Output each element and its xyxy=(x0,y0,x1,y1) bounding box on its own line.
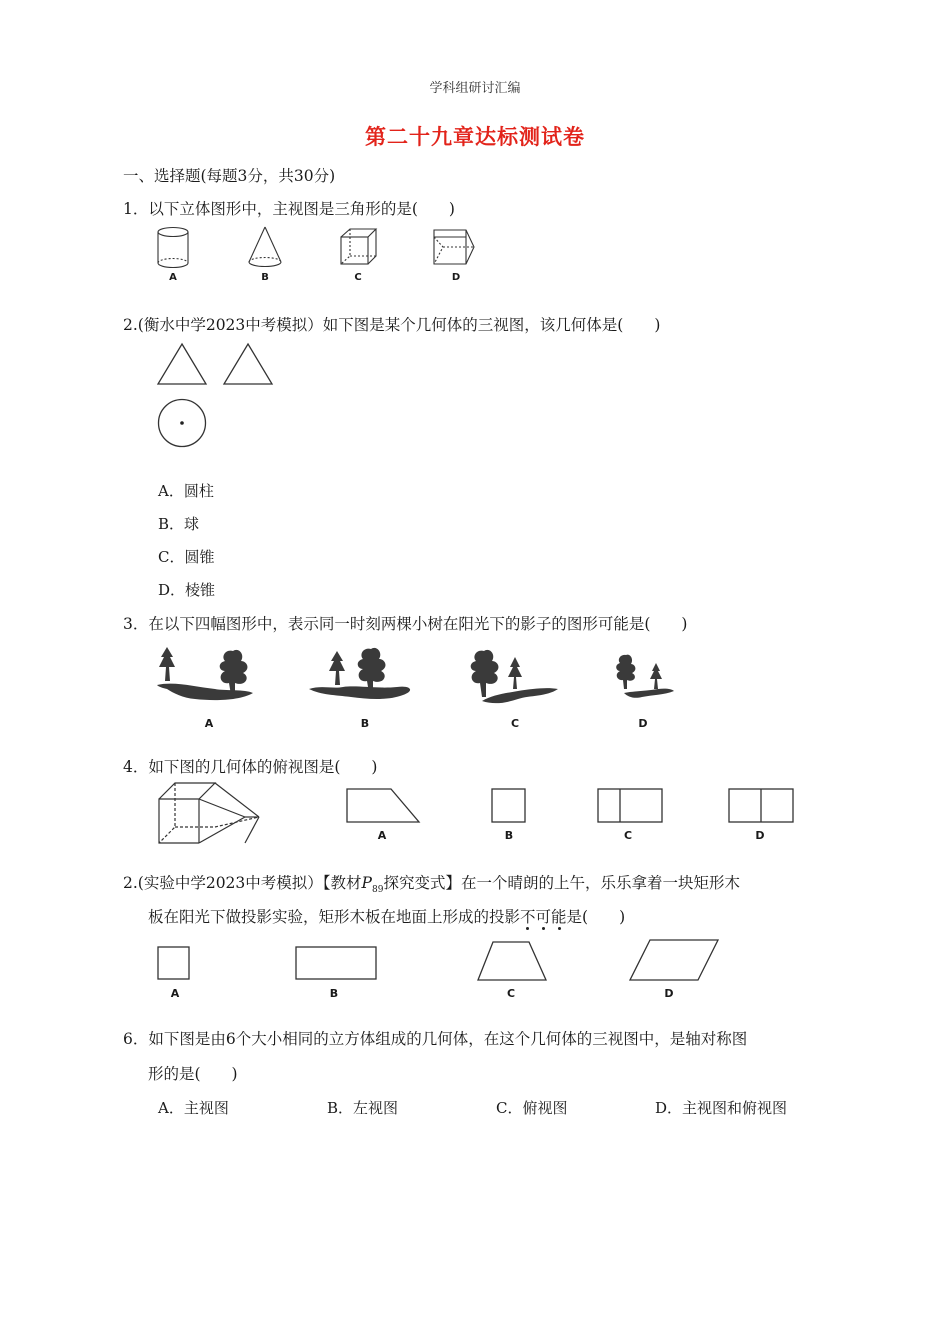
q5-caption-b: B xyxy=(329,987,339,1000)
q1-caption-d: D xyxy=(451,272,461,283)
q3-trees-option-d xyxy=(608,651,678,707)
q3-trees-option-a xyxy=(155,643,265,711)
q4-caption-c: C xyxy=(623,829,633,842)
q5-caption-c: C xyxy=(506,987,516,1000)
question-6-line-2: 形的是( ) xyxy=(148,1065,238,1083)
q5-emphasis xyxy=(520,908,567,926)
q5-caption-a: A xyxy=(170,987,180,1000)
q3-trees-option-b xyxy=(307,643,417,711)
section-heading: 一、选择题(每题3分，共30分) xyxy=(123,167,336,185)
q5-page-letter: P xyxy=(361,874,372,892)
q1-caption-c: C xyxy=(354,272,362,283)
q4-option-a-trapezoid xyxy=(345,787,421,825)
q6-option-a[interactable]: A．主视图 xyxy=(158,1099,229,1117)
q1-caption-a: A xyxy=(169,272,177,283)
q4-option-d-rectangles xyxy=(727,787,797,825)
q4-geometric-solid xyxy=(155,781,265,847)
q2-side-view-triangle xyxy=(222,342,274,386)
q2-option-c[interactable]: C．圆锥 xyxy=(158,548,215,566)
q5-caption-d: D xyxy=(664,987,674,1000)
q2-top-view-circle xyxy=(156,397,208,449)
q3-caption-b: B xyxy=(360,717,370,730)
q4-option-b-square xyxy=(490,787,528,825)
question-5-line-2 xyxy=(148,905,625,927)
q4-caption-d: D xyxy=(755,829,765,842)
q5-option-a-square xyxy=(156,945,192,981)
q5-line2-emph: 不可能 xyxy=(520,908,567,926)
q2-option-d[interactable]: D．棱锥 xyxy=(158,581,216,599)
q5-option-b-rectangle xyxy=(294,945,378,981)
q5-page-sub: 89 xyxy=(371,885,384,896)
question-6-line-1: 6．如下图是由6个大小相同的立方体组成的几何体，在这个几何体的三视图中，是轴对称图 xyxy=(123,1030,748,1048)
q3-caption-d: D xyxy=(638,717,648,730)
q5-line2-before: 板在阳光下做投影实验，矩形木板在地面上形成的投影 xyxy=(148,908,521,926)
q6-option-c[interactable]: C．俯视图 xyxy=(496,1099,568,1117)
question-2-text: 2.(衡水中学2023中考模拟）如下图是某个几何体的三视图，该几何体是( ) xyxy=(123,316,661,334)
question-1-text: 1．以下立体图形中，主视图是三角形的是( ) xyxy=(123,200,455,218)
q4-option-c-rectangles xyxy=(596,787,666,825)
q5-suffix: 探究变式】在一个晴朗的上午，乐乐拿着一块矩形木 xyxy=(383,874,740,892)
question-5-line-1 xyxy=(123,871,740,895)
q6-option-d[interactable]: D．主视图和俯视图 xyxy=(655,1099,788,1117)
q4-caption-a: A xyxy=(377,829,387,842)
q6-option-b[interactable]: B．左视图 xyxy=(327,1099,399,1117)
q1-figure-cone xyxy=(245,225,285,270)
q2-option-a[interactable]: A．圆柱 xyxy=(158,482,214,500)
question-3-text: 3．在以下四幅图形中，表示同一时刻两棵小树在阳光下的影子的图形可能是( ) xyxy=(123,615,688,633)
q3-trees-option-c xyxy=(462,643,572,711)
q3-caption-c: C xyxy=(510,717,520,730)
question-4-text: 4．如下图的几何体的俯视图是( ) xyxy=(123,758,378,776)
q1-figure-prism xyxy=(431,227,477,269)
page-header: 学科组研讨汇编 xyxy=(429,81,521,96)
q3-caption-a: A xyxy=(204,717,214,730)
q1-figure-cube xyxy=(338,227,380,269)
q2-option-b[interactable]: B．球 xyxy=(158,515,200,533)
q5-option-d-parallelogram xyxy=(628,938,720,982)
page-title: 第二十九章达标测试卷 xyxy=(365,124,585,149)
q5-line2-after: 是( ) xyxy=(566,908,626,926)
q1-figure-cylinder xyxy=(155,225,195,270)
q5-prefix: 2.(实验中学2023中考模拟）【教材 xyxy=(123,874,362,892)
q4-caption-b: B xyxy=(504,829,514,842)
q2-front-view-triangle xyxy=(156,342,208,386)
q5-option-c-trapezoid xyxy=(476,940,548,982)
q1-caption-b: B xyxy=(261,272,269,283)
